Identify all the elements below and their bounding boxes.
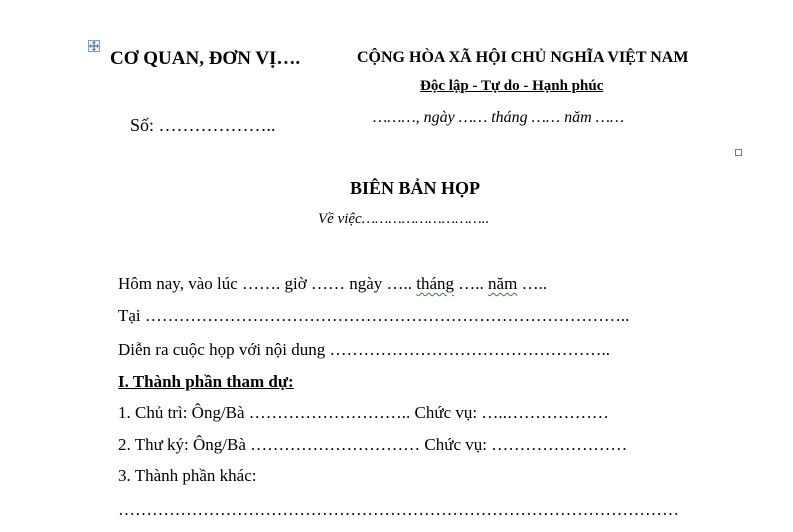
meeting-content-line: Diễn ra cuộc họp với nội dung ………………………………………….. <box>118 340 611 359</box>
org-name: CƠ QUAN, ĐƠN VỊ…. <box>110 48 301 69</box>
meeting-time-line <box>118 274 547 294</box>
date-line: ………, ngày …… tháng …… năm …… <box>373 109 625 126</box>
chairperson-line: 1. Chủ trì: Ông/Bà ……………………….. Chức vụ: …..……………… <box>118 403 609 422</box>
section-heading-participants: I. Thành phần tham dự: <box>118 372 294 391</box>
table-resize-handle-icon[interactable] <box>735 149 742 156</box>
meeting-time-text-end: ….. <box>517 274 548 293</box>
national-title: CỘNG HÒA XÃ HỘI CHỦ NGHĨA VIỆT NAM <box>357 49 689 66</box>
secretary-line: 2. Thư ký: Ông/Bà ………………………… Chức vụ: …………………… <box>118 435 628 454</box>
spellcheck-word-nam[interactable]: năm <box>488 274 518 293</box>
document-number: Số: ……………….. <box>130 115 276 135</box>
meeting-time-text-mid: ….. <box>454 274 489 293</box>
other-participants-line: 3. Thành phần khác: <box>118 466 257 485</box>
document-subject: Về việc……………………….. <box>318 211 490 227</box>
document-title: BIÊN BẢN HỌP <box>350 178 481 198</box>
table-move-handle-icon[interactable] <box>88 40 100 52</box>
spellcheck-word-thang[interactable]: tháng <box>416 274 455 293</box>
meeting-place-line: Tại ………………………………………………………………………….. <box>118 306 630 325</box>
meeting-time-text: Hôm nay, vào lúc ……. giờ …… ngày ….. <box>118 274 417 293</box>
other-participants-dots: ……………………………………………………………………………………… <box>118 500 679 519</box>
national-motto: Độc lập - Tự do - Hạnh phúc <box>420 78 604 94</box>
